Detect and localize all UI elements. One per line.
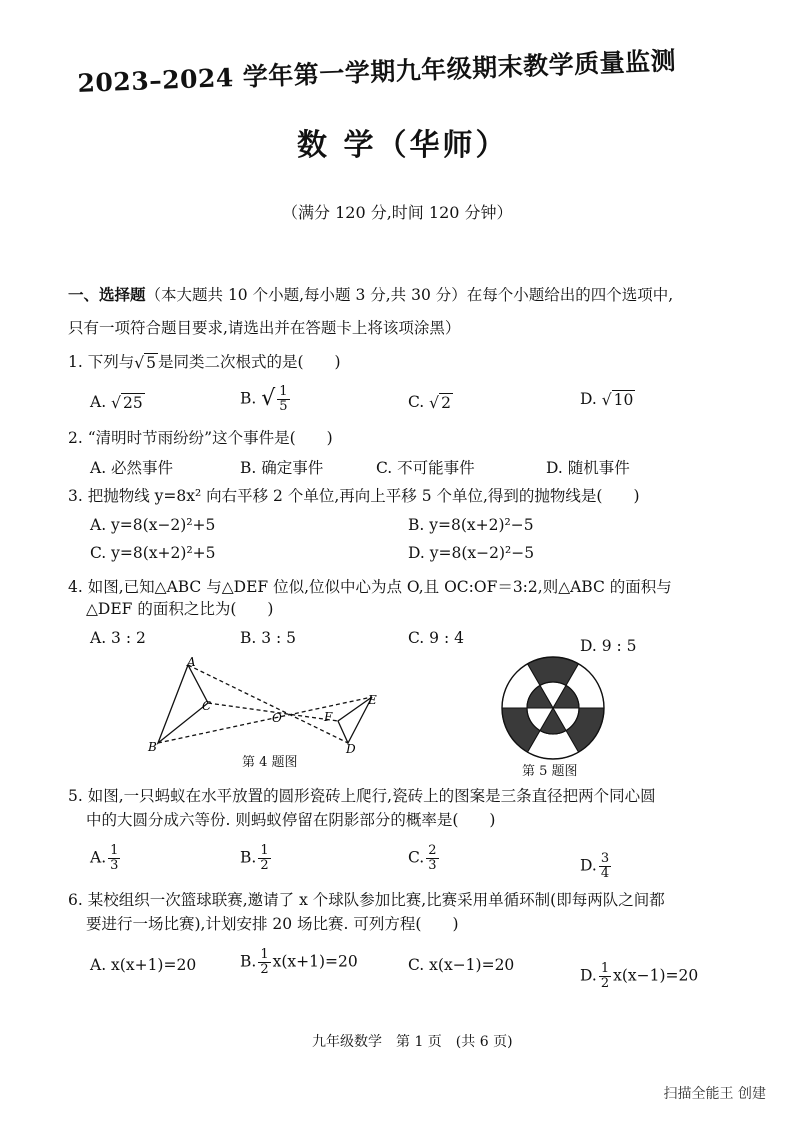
q1-option-b: B. √ $\frac{1}{5}$	[240, 384, 288, 414]
q5-option-a: A. $\frac{1}{3}$	[90, 843, 119, 873]
scanner-watermark: 扫描全能王 创建	[663, 1086, 766, 1102]
q2-option-a: A. 必然事件	[90, 459, 174, 477]
section-heading: 一、选择题	[68, 285, 146, 304]
q1-option-a: A. √ 25	[90, 393, 143, 412]
subject-title: 数 学（华师）	[297, 128, 509, 163]
q6-option-a: A. x(x+1)=20	[90, 956, 197, 974]
q2-option-d: D. 随机事件	[546, 459, 630, 477]
q3-option-a: A. y=8(x−2)²+5	[90, 516, 216, 534]
triangle-def	[338, 697, 372, 743]
point-label-c: C	[202, 699, 212, 713]
page-footer: 九年级数学 第 1 页 (共 6 页)	[312, 1034, 513, 1050]
section-intro-line2: 只有一项符合题目要求,请选出并在答题卡上将该项涂黑）	[68, 319, 461, 337]
q2-option-c: C. 不可能事件	[376, 459, 475, 477]
point-label-a: A	[187, 655, 196, 669]
q4-figure	[140, 655, 390, 755]
exam-title: 2023–2024 学年第一学期九年级期末教学质量监测	[77, 46, 677, 98]
q3-option-b: B. y=8(x+2)²−5	[408, 516, 534, 534]
q2-stem: 2. “清明时节雨纷纷”这个事件是( )	[68, 429, 333, 447]
q4-option-b: B. 3 : 5	[240, 629, 297, 647]
q4-option-a: A. 3 : 2	[90, 629, 146, 647]
point-label-o: O	[272, 711, 282, 725]
q4-stem-line1: 4. 如图,已知△ABC 与△DEF 位似,位似中心为点 O,且 OC:OF＝3:2,则△ABC 的面积与	[68, 578, 672, 596]
q1-option-d: D. √ 10	[580, 390, 634, 409]
q5-stem-line1: 5. 如图,一只蚂蚁在水平放置的圆形瓷砖上爬行,瓷砖上的图案是三条直径把两个同心圆	[68, 787, 656, 805]
q3-stem: 3. 把抛物线 y=8x² 向右平移 2 个单位,再向上平移 5 个单位,得到的抛物线是( )	[68, 487, 640, 505]
point-label-b: B	[148, 740, 157, 754]
q6-option-c: C. x(x−1)=20	[408, 956, 515, 974]
q5-option-c: C. $\frac{2}{3}$	[408, 843, 437, 873]
point-label-d: D	[346, 742, 356, 755]
exam-meta: （满分 120 分,时间 120 分钟）	[282, 203, 513, 222]
q6-option-b: B. $\frac{1}{2}$ x(x+1)=20	[240, 947, 358, 977]
q6-stem-line2: 要进行一场比赛),计划安排 20 场比赛. 可列方程( )	[86, 915, 459, 933]
q5-option-b: B. $\frac{1}{2}$	[240, 843, 269, 873]
point-label-f: F	[324, 710, 333, 724]
q6-stem-line1: 6. 某校组织一次篮球联赛,邀请了 x 个球队参加比赛,比赛采用单循环制(即每两队之间都	[68, 891, 665, 909]
q3-option-d: D. y=8(x−2)²−5	[408, 544, 535, 562]
q5-stem-line2: 中的大圆分成六等份. 则蚂蚁停留在阴影部分的概率是( )	[86, 811, 496, 829]
section-intro-line1: 一、选择题（本大题共 10 个小题,每小题 3 分,共 30 分）在每个小题给出的四个选项中,	[68, 285, 674, 304]
q5-option-d: D. $\frac{3}{4}$	[580, 851, 610, 881]
q2-option-b: B. 确定事件	[240, 459, 324, 477]
q3-option-c: C. y=8(x+2)²+5	[90, 544, 216, 562]
triangle-abc	[158, 665, 208, 743]
q1-option-c: C. √ 2	[408, 393, 451, 412]
q5-figure	[500, 655, 606, 761]
point-label-e: E	[368, 693, 377, 707]
q6-option-d: D. $\frac{1}{2}$ x(x−1)=20	[580, 961, 699, 991]
q4-figure-caption: 第 4 题图	[242, 755, 298, 770]
q5-figure-caption: 第 5 题图	[522, 764, 578, 779]
q4-option-d: D. 9 : 5	[580, 637, 637, 655]
radical: √ 5	[134, 354, 156, 372]
q4-stem-line2: △DEF 的面积之比为( )	[86, 600, 274, 618]
q4-option-c: C. 9 : 4	[408, 629, 464, 647]
q1-stem: 1. 下列与√ 5 是同类二次根式的是( )	[68, 353, 341, 372]
